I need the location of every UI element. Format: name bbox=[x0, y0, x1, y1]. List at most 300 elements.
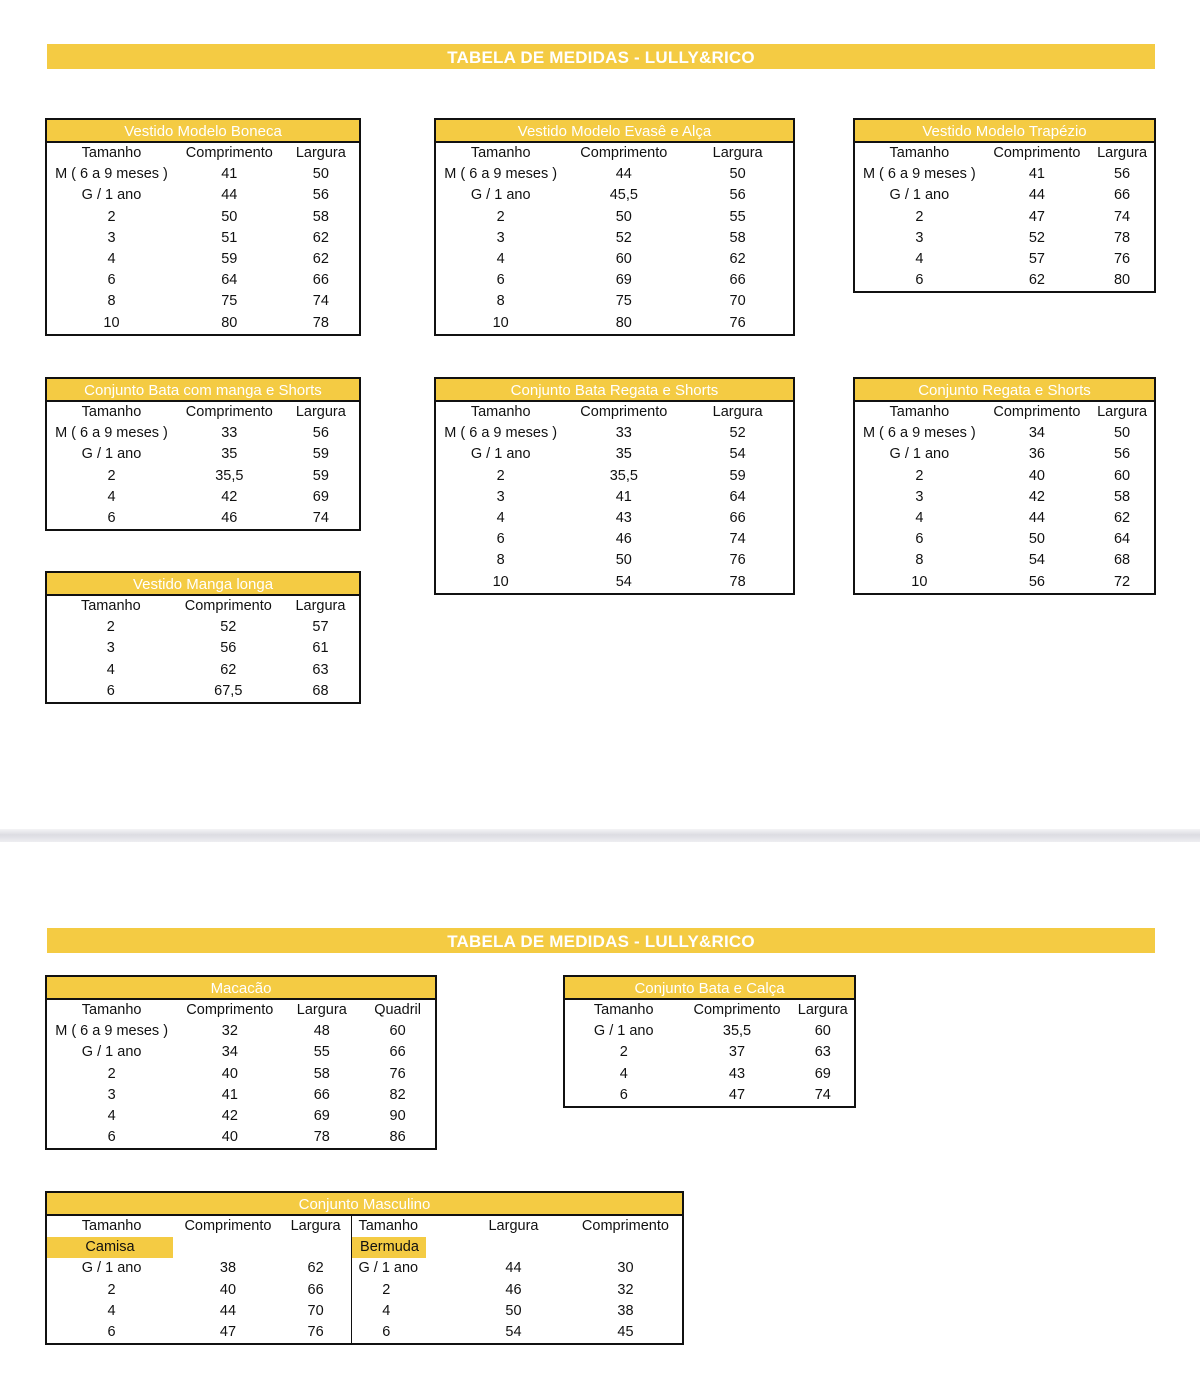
value-cell: 69 bbox=[814, 1065, 831, 1082]
value-cell: 48 bbox=[313, 1023, 330, 1040]
value-cell: 47 bbox=[728, 1086, 746, 1103]
size-cell: 4 bbox=[496, 251, 505, 268]
column-header: Tamanho bbox=[80, 598, 141, 615]
size-cell: 6 bbox=[106, 682, 115, 699]
size-cell: 6 bbox=[107, 272, 116, 289]
value-cell: 80 bbox=[221, 314, 238, 331]
size-cell: 6 bbox=[915, 272, 924, 289]
table-row bbox=[855, 185, 1154, 206]
value-cell: 54 bbox=[615, 573, 632, 590]
value-cell: 62 bbox=[307, 1260, 324, 1277]
value-cell: 44 bbox=[1028, 187, 1045, 204]
measurements-grid bbox=[47, 1216, 682, 1343]
size-cell: 4 bbox=[915, 251, 924, 268]
measurements-grid bbox=[47, 1000, 435, 1148]
empty-cell bbox=[569, 1237, 682, 1258]
table-title: Vestido Manga longa bbox=[47, 573, 359, 596]
table-row bbox=[47, 466, 359, 487]
table-row bbox=[436, 207, 793, 228]
table-title: Conjunto Bata com manga e Shorts bbox=[47, 379, 359, 402]
table-row bbox=[436, 313, 793, 334]
size-cell: G / 1 ano bbox=[352, 1258, 458, 1279]
measurements-grid bbox=[47, 143, 359, 334]
value-cell: 51 bbox=[221, 229, 238, 246]
size-cell: G / 1 ano bbox=[81, 1260, 142, 1277]
table-row bbox=[47, 207, 359, 228]
value-cell: 40 bbox=[1028, 467, 1045, 484]
value-cell: 62 bbox=[312, 251, 329, 268]
table-conjunto-bata-manga-shorts bbox=[45, 377, 361, 531]
column-header: Comprimento bbox=[693, 1002, 781, 1019]
size-cell: 8 bbox=[496, 293, 505, 310]
size-cell: 4 bbox=[107, 1108, 116, 1125]
table-row bbox=[47, 487, 359, 508]
value-cell: 78 bbox=[312, 314, 329, 331]
value-cell: 70 bbox=[307, 1302, 324, 1319]
subheader-cell bbox=[352, 1237, 458, 1258]
empty-cell bbox=[280, 1237, 352, 1258]
value-cell: 74 bbox=[729, 531, 746, 548]
size-cell: M ( 6 a 9 meses ) bbox=[444, 166, 558, 183]
value-cell: 66 bbox=[313, 1086, 330, 1103]
value-cell: 78 bbox=[729, 573, 746, 590]
table-row bbox=[436, 529, 793, 550]
table-row bbox=[47, 1021, 435, 1042]
size-cell: 8 bbox=[107, 293, 116, 310]
value-cell: 54 bbox=[1028, 552, 1045, 569]
header-row bbox=[47, 402, 359, 423]
table-row bbox=[436, 444, 793, 465]
size-cell: 6 bbox=[496, 272, 505, 289]
measurements-grid bbox=[436, 143, 793, 334]
table-title: Conjunto Regata e Shorts bbox=[855, 379, 1154, 402]
table-vestido-boneca bbox=[45, 118, 361, 336]
column-header: Comprimento bbox=[184, 1218, 272, 1235]
value-cell: 60 bbox=[1113, 467, 1131, 484]
value-cell: 35,5 bbox=[609, 467, 638, 484]
header-row bbox=[47, 1216, 682, 1237]
value-cell: 64 bbox=[221, 272, 238, 289]
table-row bbox=[855, 207, 1154, 228]
value-cell: 58 bbox=[1113, 488, 1131, 505]
value-cell: 50 bbox=[615, 208, 632, 225]
table-row bbox=[855, 444, 1154, 465]
value-cell: 44 bbox=[221, 187, 238, 204]
table-row bbox=[436, 185, 793, 206]
table-row bbox=[436, 249, 793, 270]
value-cell: 42 bbox=[221, 488, 238, 505]
value-cell: 35,5 bbox=[722, 1023, 752, 1040]
value-cell: 41 bbox=[1028, 166, 1045, 183]
size-cell: M ( 6 a 9 meses ) bbox=[55, 425, 168, 442]
column-header: Largura bbox=[712, 404, 763, 421]
value-cell: 32 bbox=[617, 1281, 634, 1298]
table-row bbox=[855, 423, 1154, 444]
value-cell: 68 bbox=[312, 682, 329, 699]
value-cell: 50 bbox=[729, 166, 746, 183]
size-cell: 2 bbox=[915, 208, 924, 225]
value-cell: 59 bbox=[312, 467, 329, 484]
column-header: Tamanho bbox=[352, 1216, 458, 1237]
size-cell: 8 bbox=[496, 552, 505, 569]
value-cell: 56 bbox=[220, 640, 237, 657]
measurements-grid bbox=[855, 402, 1154, 593]
value-cell: 45 bbox=[617, 1324, 634, 1341]
value-cell: 59 bbox=[312, 446, 329, 463]
table-row bbox=[436, 164, 793, 185]
size-cell: 4 bbox=[107, 251, 116, 268]
value-cell: 76 bbox=[729, 552, 746, 569]
value-cell: 47 bbox=[1028, 208, 1045, 225]
value-cell: 32 bbox=[221, 1023, 238, 1040]
column-header: Comprimento bbox=[186, 1002, 274, 1019]
size-cell: M ( 6 a 9 meses ) bbox=[444, 425, 558, 442]
value-cell: 54 bbox=[505, 1324, 522, 1341]
column-header: Largura bbox=[295, 145, 346, 162]
value-cell: 47 bbox=[219, 1324, 237, 1341]
table-row bbox=[47, 249, 359, 270]
table-row bbox=[565, 1021, 854, 1042]
column-header: Comprimento bbox=[993, 404, 1081, 421]
column-header: Tamanho bbox=[81, 1002, 142, 1019]
value-cell: 64 bbox=[1113, 531, 1131, 548]
value-cell: 66 bbox=[729, 272, 746, 289]
value-cell: 43 bbox=[615, 510, 632, 527]
table-vestido-trapezio bbox=[853, 118, 1156, 293]
table-row bbox=[436, 466, 793, 487]
size-cell: 2 bbox=[106, 619, 115, 636]
value-cell: 52 bbox=[615, 229, 632, 246]
table-row bbox=[47, 681, 359, 702]
table-row bbox=[47, 1085, 435, 1106]
value-cell: 44 bbox=[1028, 510, 1045, 527]
value-cell: 45,5 bbox=[609, 187, 638, 204]
column-header: Largura bbox=[295, 598, 346, 615]
size-cell: M ( 6 a 9 meses ) bbox=[55, 1023, 169, 1040]
size-cell: G / 1 ano bbox=[81, 1044, 142, 1061]
size-cell: 4 bbox=[352, 1301, 458, 1322]
size-cell: 2 bbox=[496, 208, 505, 225]
value-cell: 66 bbox=[389, 1044, 406, 1061]
value-cell: 50 bbox=[615, 552, 632, 569]
table-row bbox=[47, 1127, 435, 1148]
column-header: Largura bbox=[295, 404, 346, 421]
value-cell: 36 bbox=[1028, 446, 1045, 463]
header-row bbox=[855, 402, 1154, 423]
column-header: Largura bbox=[1097, 404, 1148, 421]
value-cell: 63 bbox=[814, 1044, 831, 1061]
column-header: Comprimento bbox=[993, 145, 1081, 162]
table-row bbox=[855, 487, 1154, 508]
table-row bbox=[855, 270, 1154, 291]
value-cell: 46 bbox=[505, 1281, 522, 1298]
table-row bbox=[855, 529, 1154, 550]
column-header: Tamanho bbox=[889, 145, 950, 162]
value-cell: 52 bbox=[1028, 229, 1045, 246]
value-cell: 58 bbox=[313, 1065, 330, 1082]
empty-cell bbox=[458, 1237, 569, 1258]
table-row bbox=[436, 572, 793, 593]
table-row bbox=[565, 1085, 854, 1106]
value-cell: 69 bbox=[615, 272, 632, 289]
value-cell: 37 bbox=[728, 1044, 746, 1061]
size-cell: 10 bbox=[103, 314, 120, 331]
size-cell: 3 bbox=[106, 640, 115, 657]
value-cell: 55 bbox=[313, 1044, 330, 1061]
column-header: Quadril bbox=[374, 1002, 421, 1019]
column-header: Comprimento bbox=[580, 145, 668, 162]
size-cell: 2 bbox=[496, 467, 505, 484]
value-cell: 50 bbox=[1113, 425, 1131, 442]
column-header: Comprimento bbox=[185, 404, 273, 421]
value-cell: 62 bbox=[220, 661, 237, 678]
value-cell: 75 bbox=[221, 293, 238, 310]
size-cell: M ( 6 a 9 meses ) bbox=[862, 425, 976, 442]
size-cell: G / 1 ano bbox=[81, 446, 142, 463]
table-conjunto-bata-calca bbox=[563, 975, 856, 1108]
value-cell: 75 bbox=[615, 293, 632, 310]
size-cell: 4 bbox=[107, 488, 116, 505]
table-vestido-evase bbox=[434, 118, 795, 336]
value-cell: 56 bbox=[312, 187, 329, 204]
value-cell: 44 bbox=[219, 1302, 237, 1319]
subheader-row bbox=[47, 1237, 682, 1258]
table-row bbox=[855, 550, 1154, 571]
value-cell: 69 bbox=[312, 488, 329, 505]
table-conjunto-bata-regata-shorts bbox=[434, 377, 795, 595]
value-cell: 54 bbox=[729, 446, 746, 463]
measurements-grid bbox=[47, 596, 359, 702]
header-row bbox=[47, 143, 359, 164]
table-row bbox=[436, 508, 793, 529]
size-cell: 3 bbox=[915, 488, 924, 505]
table-row bbox=[436, 423, 793, 444]
size-cell: 6 bbox=[107, 1129, 116, 1146]
measurements-grid bbox=[47, 402, 359, 529]
table-row bbox=[47, 270, 359, 291]
column-header: Tamanho bbox=[470, 145, 531, 162]
table-row bbox=[47, 291, 359, 312]
bermuda-label: Bermuda bbox=[352, 1237, 426, 1258]
value-cell: 43 bbox=[728, 1065, 746, 1082]
value-cell: 41 bbox=[221, 166, 238, 183]
table-row bbox=[565, 1042, 854, 1063]
table-row bbox=[47, 313, 359, 334]
column-header: Comprimento bbox=[581, 1218, 669, 1235]
value-cell: 76 bbox=[307, 1324, 324, 1341]
value-cell: 44 bbox=[505, 1260, 522, 1277]
value-cell: 56 bbox=[729, 187, 746, 204]
value-cell: 66 bbox=[307, 1281, 324, 1298]
value-cell: 76 bbox=[729, 314, 746, 331]
value-cell: 69 bbox=[313, 1108, 330, 1125]
size-cell: M ( 6 a 9 meses ) bbox=[55, 166, 168, 183]
table-title: Conjunto Bata e Calça bbox=[565, 977, 854, 1000]
column-header: Tamanho bbox=[470, 404, 531, 421]
column-header: Largura bbox=[290, 1218, 341, 1235]
size-cell: 10 bbox=[492, 573, 509, 590]
size-cell: 2 bbox=[619, 1044, 628, 1061]
value-cell: 58 bbox=[312, 208, 329, 225]
value-cell: 60 bbox=[389, 1023, 406, 1040]
column-header: Largura bbox=[712, 145, 763, 162]
value-cell: 55 bbox=[729, 208, 746, 225]
size-cell: G / 1 ano bbox=[470, 187, 531, 204]
value-cell: 57 bbox=[1028, 251, 1045, 268]
size-cell: 2 bbox=[107, 208, 116, 225]
value-cell: 67,5 bbox=[214, 682, 243, 699]
value-cell: 58 bbox=[729, 229, 746, 246]
camisa-label: Camisa bbox=[47, 1237, 173, 1258]
table-row bbox=[436, 228, 793, 249]
value-cell: 74 bbox=[814, 1086, 831, 1103]
value-cell: 41 bbox=[615, 488, 632, 505]
value-cell: 90 bbox=[389, 1108, 406, 1125]
header-row bbox=[565, 1000, 854, 1021]
table-vestido-manga-longa bbox=[45, 571, 361, 704]
value-cell: 74 bbox=[312, 510, 329, 527]
table-row bbox=[47, 423, 359, 444]
column-header: Tamanho bbox=[889, 404, 950, 421]
measurements-grid bbox=[855, 143, 1154, 291]
table-row bbox=[47, 444, 359, 465]
page-banner-bottom: TABELA DE MEDIDAS - LULLY&RICO bbox=[47, 928, 1155, 953]
size-cell: 6 bbox=[352, 1322, 458, 1343]
value-cell: 64 bbox=[729, 488, 746, 505]
value-cell: 50 bbox=[221, 208, 238, 225]
table-row bbox=[47, 660, 359, 681]
table-row bbox=[855, 508, 1154, 529]
value-cell: 62 bbox=[312, 229, 329, 246]
value-cell: 60 bbox=[814, 1023, 831, 1040]
table-row bbox=[47, 228, 359, 249]
value-cell: 66 bbox=[312, 272, 329, 289]
table-row bbox=[855, 228, 1154, 249]
value-cell: 50 bbox=[1028, 531, 1045, 548]
value-cell: 46 bbox=[221, 510, 238, 527]
size-cell: 10 bbox=[911, 573, 928, 590]
value-cell: 74 bbox=[1113, 208, 1131, 225]
value-cell: 40 bbox=[219, 1281, 237, 1298]
value-cell: 66 bbox=[1113, 187, 1131, 204]
value-cell: 56 bbox=[312, 425, 329, 442]
column-header: Tamanho bbox=[81, 404, 142, 421]
value-cell: 78 bbox=[1113, 229, 1131, 246]
value-cell: 86 bbox=[389, 1129, 406, 1146]
value-cell: 78 bbox=[313, 1129, 330, 1146]
table-conjunto-masculino bbox=[45, 1191, 684, 1345]
table-row bbox=[436, 487, 793, 508]
size-cell: 2 bbox=[107, 467, 116, 484]
value-cell: 41 bbox=[221, 1086, 238, 1103]
value-cell: 70 bbox=[729, 293, 746, 310]
value-cell: 44 bbox=[615, 166, 632, 183]
table-title: Vestido Modelo Evasê e Alça bbox=[436, 120, 793, 143]
size-cell: 4 bbox=[619, 1065, 628, 1082]
table-conjunto-regata-shorts bbox=[853, 377, 1156, 595]
header-row bbox=[47, 596, 359, 617]
value-cell: 46 bbox=[615, 531, 632, 548]
size-cell: 6 bbox=[915, 531, 924, 548]
table-row bbox=[855, 249, 1154, 270]
value-cell: 50 bbox=[312, 166, 329, 183]
size-cell: G / 1 ano bbox=[889, 446, 950, 463]
value-cell: 68 bbox=[1113, 552, 1131, 569]
table-row bbox=[47, 1322, 682, 1343]
value-cell: 62 bbox=[729, 251, 746, 268]
size-cell: 3 bbox=[496, 488, 505, 505]
table-row bbox=[436, 291, 793, 312]
size-cell: 10 bbox=[492, 314, 509, 331]
size-cell: G / 1 ano bbox=[889, 187, 950, 204]
value-cell: 76 bbox=[389, 1065, 406, 1082]
measurements-grid bbox=[565, 1000, 854, 1106]
value-cell: 33 bbox=[615, 425, 632, 442]
measurements-grid bbox=[436, 402, 793, 593]
value-cell: 60 bbox=[615, 251, 632, 268]
column-header: Comprimento bbox=[184, 598, 272, 615]
size-cell: 4 bbox=[106, 661, 115, 678]
value-cell: 40 bbox=[221, 1065, 238, 1082]
value-cell: 62 bbox=[1028, 272, 1045, 289]
page-divider bbox=[0, 829, 1200, 842]
size-cell: 6 bbox=[107, 510, 116, 527]
value-cell: 66 bbox=[729, 510, 746, 527]
table-title: Conjunto Masculino bbox=[47, 1193, 682, 1216]
table-row bbox=[47, 185, 359, 206]
table-row bbox=[47, 1280, 682, 1301]
value-cell: 38 bbox=[219, 1260, 237, 1277]
table-title: Vestido Modelo Boneca bbox=[47, 120, 359, 143]
value-cell: 63 bbox=[312, 661, 329, 678]
value-cell: 52 bbox=[729, 425, 746, 442]
value-cell: 35,5 bbox=[215, 467, 244, 484]
size-cell: 6 bbox=[107, 1324, 116, 1341]
size-cell: 2 bbox=[352, 1280, 458, 1301]
table-macacao bbox=[45, 975, 437, 1150]
value-cell: 56 bbox=[1113, 446, 1131, 463]
table-row bbox=[47, 1301, 682, 1322]
value-cell: 35 bbox=[615, 446, 632, 463]
header-row bbox=[855, 143, 1154, 164]
size-cell: 4 bbox=[107, 1302, 116, 1319]
table-row bbox=[47, 638, 359, 659]
value-cell: 59 bbox=[221, 251, 238, 268]
column-header: Largura bbox=[797, 1002, 848, 1019]
column-header: Tamanho bbox=[81, 1218, 142, 1235]
table-row bbox=[855, 164, 1154, 185]
value-cell: 34 bbox=[1028, 425, 1045, 442]
value-cell: 38 bbox=[617, 1302, 634, 1319]
table-title: Macacão bbox=[47, 977, 435, 1000]
table-row bbox=[47, 1042, 435, 1063]
size-cell: G / 1 ano bbox=[470, 446, 531, 463]
column-header: Largura bbox=[488, 1218, 539, 1235]
table-row bbox=[47, 1106, 435, 1127]
value-cell: 61 bbox=[312, 640, 329, 657]
value-cell: 56 bbox=[1028, 573, 1045, 590]
size-cell: G / 1 ano bbox=[593, 1023, 654, 1040]
table-row bbox=[47, 1258, 682, 1279]
value-cell: 80 bbox=[615, 314, 632, 331]
table-row bbox=[436, 550, 793, 571]
size-cell: 6 bbox=[496, 531, 505, 548]
table-row bbox=[436, 270, 793, 291]
value-cell: 59 bbox=[729, 467, 746, 484]
column-header: Tamanho bbox=[593, 1002, 654, 1019]
table-row bbox=[47, 1064, 435, 1085]
value-cell: 62 bbox=[1113, 510, 1131, 527]
